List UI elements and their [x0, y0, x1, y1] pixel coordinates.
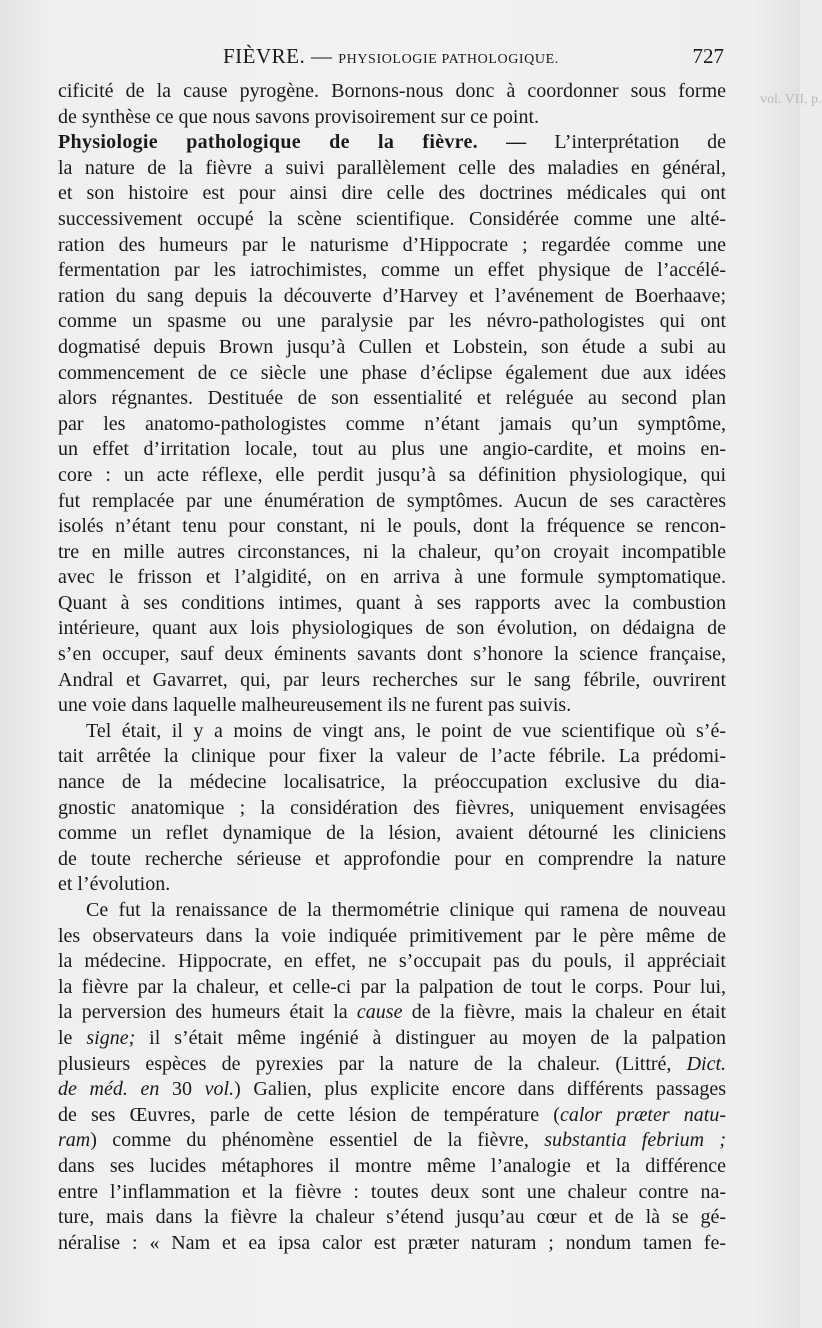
running-head: [58, 44, 724, 74]
running-title-separator: —: [311, 44, 333, 68]
text-line: par les anatomo-pathologistes comme n’étant jamais qu’un symptôme,: [58, 412, 726, 435]
latin-quote: substantia febrium ;: [544, 1129, 726, 1152]
text-line: ture, mais dans la fièvre la chaleur s’étend jusqu’au cœur et de là se gé-: [58, 1206, 726, 1229]
text-line: [58, 130, 726, 156]
running-title-sub: PHYSIOLOGIE PATHOLOGIQUE.: [338, 52, 559, 67]
text-span: plusieurs espèces de pyrexies par la nature de la chaleur. (Littré,: [58, 1052, 687, 1075]
text-line: core : un acte réflexe, elle perdit jusqu’à sa définition physiologique, qui: [58, 463, 726, 486]
text-line: comme un reflet dynamique de la lésion, avaient détourné les cliniciens: [58, 822, 726, 845]
italic-term: cause: [356, 1001, 403, 1024]
text-span: L’interprétation de: [526, 131, 727, 154]
text-line: un effet d’irritation locale, tout au plus une angio-cardite, et moins en-: [58, 438, 726, 461]
citation-italic: vol.: [204, 1078, 235, 1101]
text-line: [58, 1128, 726, 1154]
text-line: isolés n’étant tenu pour constant, ni le pouls, dont la fréquence se rencon-: [58, 515, 726, 538]
text-line: dogmatisé depuis Brown jusqu’à Cullen et Lobstein, son étude a subi au: [58, 335, 726, 358]
paragraph: [58, 898, 726, 1256]
text-line: fermentation par les iatrochimistes, comme un effet physique de l’accélé-: [58, 259, 726, 282]
text-span: de la fièvre, mais la chaleur en était: [402, 1001, 726, 1024]
text-line: nance de la médecine localisatrice, la préoccupation exclusive du dia-: [58, 771, 726, 794]
text-line: la fièvre par la chaleur, et celle-ci par la palpation de tout le corps. Pour lui,: [58, 975, 726, 998]
text-line: gnostic anatomique ; la considération des fièvres, uniquement envisagées: [58, 796, 726, 819]
text-line: [58, 1000, 726, 1026]
text-line: ration des humeurs par le naturisme d’Hippocrate ; regardée comme une: [58, 233, 726, 256]
text-line: de synthèse ce que nous savons provisoirement sur ce point.: [58, 105, 540, 128]
text-line: Tel était, il y a moins de vingt ans, le point de vue scientifique où s’é-: [86, 719, 726, 742]
text-span: ) comme du phénomène essentiel de la fièvre,: [90, 1129, 545, 1152]
text-span: la perversion des humeurs était la: [58, 1001, 357, 1024]
text-line: [58, 1077, 726, 1103]
text-line: cificité de la cause pyrogène. Bornons-nous donc à coordonner sous forme: [58, 80, 726, 102]
italic-term: signe;: [86, 1026, 136, 1049]
text-line: tait arrêtée la clinique pour fixer la valeur de l’acte fébrile. La prédomi-: [58, 745, 726, 768]
text-span: de ses Œuvres, parle de cette lésion de température (: [58, 1103, 560, 1126]
page-number: 727: [692, 44, 724, 68]
text-line: [58, 1103, 726, 1129]
section-heading: Physiologie pathologique de la fièvre. —: [58, 131, 527, 154]
paragraph: [58, 719, 726, 898]
paragraph: [58, 130, 726, 719]
paragraph: [58, 79, 726, 130]
margin-bleed-text: vol. VII, p.: [760, 92, 822, 107]
text-line: tre en mille autres circonstances, ni la chaleur, qu’on croyait incompatible: [58, 540, 726, 563]
text-line: Andral et Gavarret, qui, par leurs recherches sur le sang fébrile, ouvrirent: [58, 668, 726, 691]
text-line: entre l’inflammation et la fièvre : toutes deux sont une chaleur contre na-: [58, 1180, 726, 1203]
running-title-main: FIÈVRE.: [223, 44, 306, 68]
text-span: il s’était même ingénié à distinguer au moyen de la palpation: [135, 1026, 726, 1049]
text-line: la médecine. Hippocrate, en effet, ne s’occupait pas du pouls, il appréciait: [58, 950, 726, 973]
latin-quote: ram: [58, 1129, 91, 1152]
text-line: néralise : « Nam et ea ipsa calor est præter naturam ; nondum tamen fe-: [58, 1231, 726, 1254]
text-line: dans ses lucides métaphores il montre même l’analogie et la différence: [58, 1154, 726, 1177]
body-text: [58, 79, 726, 1256]
text-line: alors régnantes. Destituée de son essentialité et reléguée au second plan: [58, 387, 726, 410]
text-line: comme un spasme ou une paralysie par les névro-pathologistes qui ont: [58, 310, 726, 333]
text-span: 30: [159, 1078, 205, 1101]
text-line: intérieure, quant aux lois physiologiques de son évolution, on dédaigna de: [58, 617, 726, 640]
citation-italic: de méd. en: [58, 1078, 160, 1101]
citation-italic: Dict.: [686, 1052, 726, 1075]
text-span: ) Galien, plus explicite encore dans différents passages: [234, 1078, 727, 1101]
text-line: [58, 1026, 726, 1052]
text-line: Ce fut la renaissance de la thermométrie clinique qui ramena de nouveau: [86, 899, 726, 921]
text-span: le: [58, 1026, 87, 1049]
text-line: fut remplacée par une énumération de symptômes. Aucun de ses caractères: [58, 489, 726, 512]
text-line: et son histoire est pour ainsi dire celle des doctrines médicales qui ont: [58, 182, 726, 205]
text-line: [58, 1052, 726, 1078]
text-line: une voie dans laquelle malheureusement ils ne furent pas suivis.: [58, 694, 572, 717]
text-line: les observateurs dans la voie indiquée primitivement par le père même de: [58, 924, 726, 947]
text-line: avec le frisson et l’algidité, on en arriva à une formule symptomatique.: [58, 566, 726, 589]
text-line: la nature de la fièvre a suivi parallèlement celle des maladies en général,: [58, 156, 726, 179]
text-line: de toute recherche sérieuse et approfondie pour en comprendre la nature: [58, 847, 726, 870]
text-line: s’en occuper, sauf deux éminents savants dont s’honore la science française,: [58, 643, 726, 666]
text-line: commencement de ce siècle une phase d’éclipse également due aux idées: [58, 361, 726, 384]
text-line: successivement occupé la scène scientifique. Considérée comme une alté-: [58, 207, 726, 230]
text-line: et l’évolution.: [58, 873, 171, 896]
running-title: [223, 44, 559, 69]
text-line: Quant à ses conditions intimes, quant à ses rapports avec la combustion: [58, 591, 726, 614]
latin-quote: calor præter natu-: [559, 1103, 726, 1126]
text-line: ration du sang depuis la découverte d’Harvey et l’avénement de Boerhaave;: [58, 284, 726, 307]
